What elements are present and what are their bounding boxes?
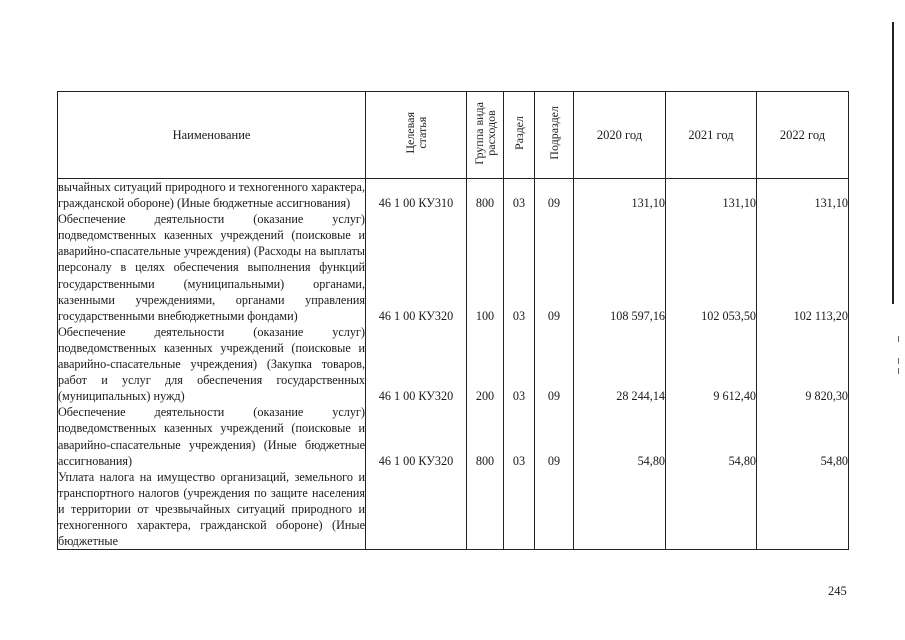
scan-edge-bar — [892, 22, 894, 304]
header-section-label: Раздел — [512, 115, 526, 150]
row-section — [504, 469, 535, 550]
row-section: 03 — [504, 179, 535, 212]
row-target: 46 1 00 КУ320 — [366, 324, 467, 404]
row-target: 46 1 00 КУ310 — [366, 179, 467, 212]
header-target-label: Целевая статья — [403, 112, 429, 154]
header-section — [504, 92, 535, 179]
row-name: Обеспечение деятельности (оказание услуг) подведомственных казенных учреждений (поисковые и аварийно-спасательные учреждения) (Иные бюджетные ассигнования) — [58, 405, 365, 468]
row-2021: 54,80 — [666, 404, 757, 468]
row-2022: 131,10 — [757, 179, 849, 212]
row-2022 — [757, 469, 849, 550]
page-number: 245 — [828, 584, 847, 598]
row-subsection — [535, 469, 574, 550]
table-row — [58, 404, 849, 468]
header-2022: 2022 год — [757, 92, 849, 179]
row-2020: 28 244,14 — [574, 324, 666, 404]
row-2021: 131,10 — [666, 179, 757, 212]
table-row — [58, 324, 849, 404]
scan-edge-mark — [898, 358, 899, 364]
row-subsection: 09 — [535, 179, 574, 212]
row-name: Обеспечение деятельности (оказание услуг) подведомственных казенных учреждений (поисковые и аварийно-спасательные учреждения) (Закупка товаров, работ и услуг для обеспечения государственных (муниципальных) нужд) — [58, 324, 365, 404]
header-subsection-label: Подраздел — [547, 106, 561, 160]
row-target — [366, 469, 467, 550]
table-row — [58, 469, 849, 550]
table-row — [58, 179, 849, 212]
row-name: Уплата налога на имущество организаций, земельного и транспортного налогов (учреждения по защите населения и территории от чрезвычайных ситуаций природного и техногенного характера, гражданской обороне) (Иные бюджетные — [58, 469, 365, 549]
budget-table — [57, 91, 849, 550]
row-2022: 9 820,30 — [757, 324, 849, 404]
row-2022: 102 113,20 — [757, 211, 849, 324]
row-2022: 54,80 — [757, 404, 849, 468]
header-expense-group-label: Группа вида расходов — [472, 101, 498, 165]
row-2020: 131,10 — [574, 179, 666, 212]
row-group: 800 — [467, 404, 504, 468]
row-subsection: 09 — [535, 211, 574, 324]
row-group: 800 — [467, 179, 504, 212]
row-2021: 9 612,40 — [666, 324, 757, 404]
row-2021 — [666, 469, 757, 550]
table-row — [58, 211, 849, 324]
row-name: вычайных ситуаций природного и техногенного характера, гражданской обороне) (Иные бюджетные ассигнования) — [58, 180, 365, 211]
row-section: 03 — [504, 404, 535, 468]
row-2020 — [574, 469, 666, 550]
row-subsection: 09 — [535, 404, 574, 468]
header-2020: 2020 год — [574, 92, 666, 179]
row-group: 200 — [467, 324, 504, 404]
row-group: 100 — [467, 211, 504, 324]
row-target: 46 1 00 КУ320 — [366, 211, 467, 324]
row-2020: 54,80 — [574, 404, 666, 468]
header-2021: 2021 год — [666, 92, 757, 179]
header-name: Наименование — [58, 92, 366, 179]
table-header-row — [58, 92, 849, 179]
row-group — [467, 469, 504, 550]
scan-edge-mark — [898, 368, 899, 374]
row-section: 03 — [504, 324, 535, 404]
header-subsection — [535, 92, 574, 179]
scan-edge-mark — [898, 336, 899, 342]
row-subsection: 09 — [535, 324, 574, 404]
row-name: Обеспечение деятельности (оказание услуг) подведомственных казенных учреждений (поисковые и аварийно-спасательные учреждения) (Расходы на выплаты персоналу в целях обеспечения выполнения функций государственными (муниципальными) органами, казенными учреждениями, органами управления государственными внебюджетными фондами) — [58, 212, 365, 323]
header-expense-group — [467, 92, 504, 179]
row-target: 46 1 00 КУ320 — [366, 404, 467, 468]
row-2021: 102 053,50 — [666, 211, 757, 324]
header-target — [366, 92, 467, 179]
row-2020: 108 597,16 — [574, 211, 666, 324]
row-section: 03 — [504, 211, 535, 324]
